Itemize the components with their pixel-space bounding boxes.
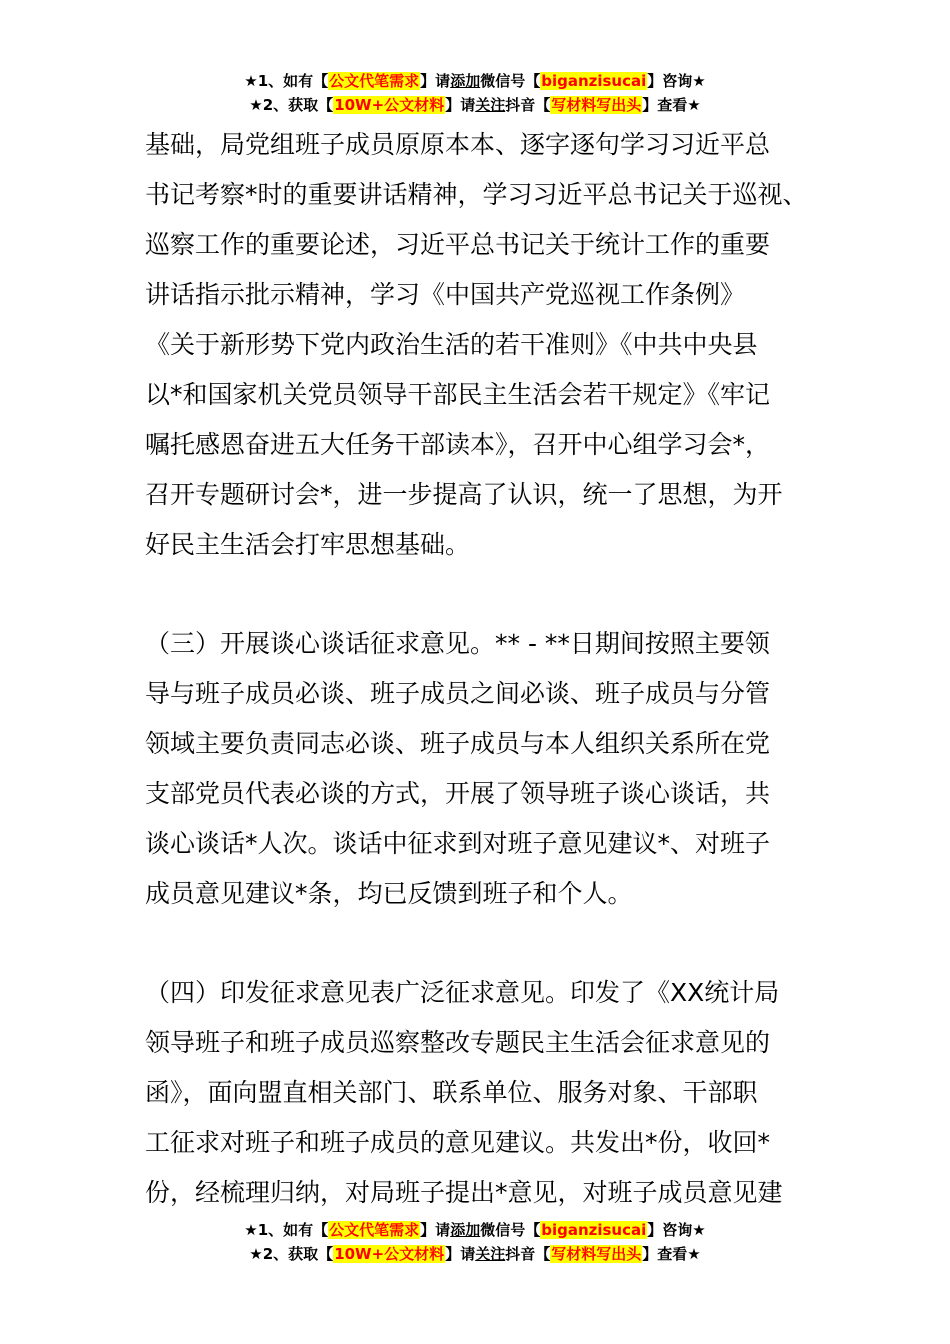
text-line: 领导班子和班子成员巡察整改专题民主生活会征求意见的 — [145, 1028, 771, 1057]
banner-text: 微信号【 — [480, 1221, 541, 1239]
text-line: 嘱托感恩奋进五大任务干部读本》，召开中心组学习会*， — [145, 430, 771, 459]
banner-line-2 — [0, 93, 950, 117]
text-line: （三）开展谈心谈话征求意见。** - **日期间按照主要领 — [145, 629, 770, 658]
banner-text: ★2、获取【 — [249, 1245, 334, 1263]
text-line: 导与班子成员必谈、班子成员之间必谈、班子成员与分管 — [145, 679, 771, 708]
banner-text: 】请 — [420, 72, 451, 90]
banner-underlined: 添加 — [450, 72, 481, 90]
banner-text: 抖音【 — [505, 1245, 551, 1263]
paragraph-gap — [145, 919, 813, 968]
text-line: 好民主生活会打牢思想基础。 — [145, 530, 471, 559]
text-line: 领域主要负责同志必谈、班子成员与本人组织关系所在党 — [145, 729, 771, 758]
banner-highlight: 公文代笔需求 — [329, 72, 420, 90]
paragraph-opinion-forms — [145, 968, 813, 1218]
text-line: 谈心谈话*人次。谈话中征求到对班子意见建议*、对班子 — [145, 829, 771, 858]
douyin-highlight: 写材料写出头 — [551, 1245, 642, 1263]
text-line: 讲话指示批示精神，学习《中国共产党巡视工作条例》 — [145, 280, 746, 309]
text-line: 巡察工作的重要论述，习近平总书记关于统计工作的重要 — [145, 230, 771, 259]
footer-banner — [0, 1218, 950, 1266]
header-banner — [0, 69, 950, 117]
banner-text: 】请 — [420, 1221, 451, 1239]
banner-underlined: 关注 — [475, 1245, 506, 1263]
text-line: 支部党员代表必谈的方式，开展了领导班子谈心谈话，共 — [145, 779, 771, 808]
text-line: （四）印发征求意见表广泛征求意见。印发了《XX统计局 — [145, 978, 780, 1007]
banner-text: 】咨询★ — [647, 1221, 706, 1239]
text-line: 份，经梳理归纳，对局班子提出*意见，对班子成员意见建 — [145, 1178, 783, 1207]
text-line: 召开专题研讨会*，进一步提高了认识，统一了思想，为开 — [145, 480, 783, 509]
banner-text: 】查看★ — [642, 96, 701, 114]
text-line: 书记考察*时的重要讲话精神，学习习近平总书记关于巡视、 — [145, 180, 808, 209]
wechat-id-highlight: biganzisucai — [541, 72, 647, 90]
text-line: 基础，局党组班子成员原原本本、逐字逐句学习习近平总 — [145, 130, 771, 159]
banner-line-1 — [0, 69, 950, 93]
banner-text: ★1、如有【 — [244, 72, 329, 90]
banner-text: 】查看★ — [642, 1245, 701, 1263]
banner-line-2 — [0, 1242, 950, 1266]
banner-text: 】请 — [445, 1245, 476, 1263]
paragraph-gap — [145, 570, 813, 619]
banner-highlight: 公文代笔需求 — [329, 1221, 420, 1239]
banner-text: ★1、如有【 — [244, 1221, 329, 1239]
text-line: 工征求对班子和班子成员的意见建议。共发出*份，收回* — [145, 1128, 771, 1157]
banner-text: ★2、获取【 — [249, 96, 334, 114]
banner-highlight: 10W+公文材料 — [334, 1245, 445, 1263]
banner-text: 】请 — [445, 96, 476, 114]
banner-highlight: 10W+公文材料 — [334, 96, 445, 114]
banner-line-1 — [0, 1218, 950, 1242]
wechat-id-highlight: biganzisucai — [541, 1221, 647, 1239]
douyin-highlight: 写材料写出头 — [551, 96, 642, 114]
text-line: 《关于新形势下党内政治生活的若干准则》《中共中央县 — [145, 330, 758, 359]
text-line: 成员意见建议*条，均已反馈到班子和个人。 — [145, 879, 633, 908]
banner-text: 】咨询★ — [647, 72, 706, 90]
paragraph-heart-to-heart-talks — [145, 619, 813, 919]
text-line: 以*和国家机关党员领导干部民主生活会若干规定》《牢记 — [145, 380, 771, 409]
paragraph-study — [145, 120, 813, 570]
banner-text: 抖音【 — [505, 96, 551, 114]
banner-underlined: 关注 — [475, 96, 506, 114]
document-body — [145, 120, 813, 1218]
banner-text: 微信号【 — [480, 72, 541, 90]
text-line: 函》，面向盟直相关部门、联系单位、服务对象、干部职 — [145, 1078, 758, 1107]
banner-underlined: 添加 — [450, 1221, 481, 1239]
